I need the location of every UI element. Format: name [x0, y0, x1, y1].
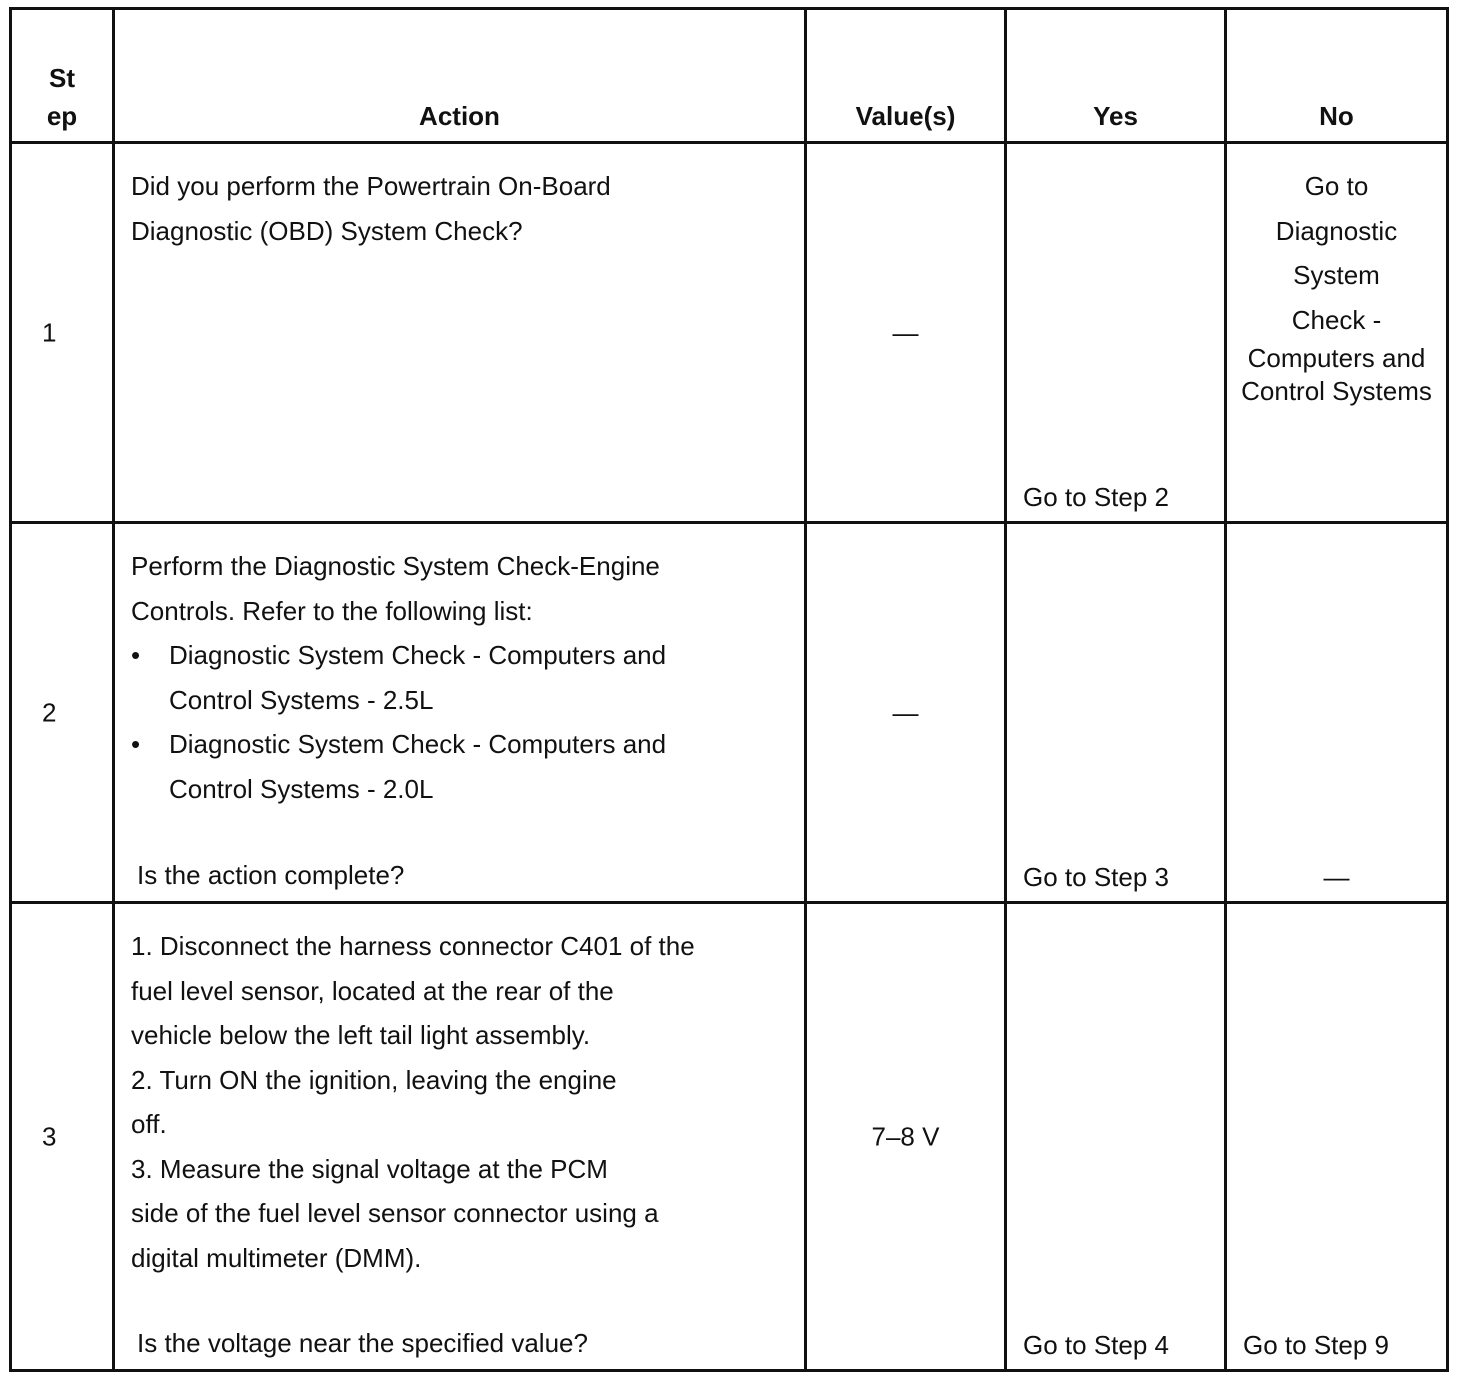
no-line[interactable]: Go to	[1304, 171, 1369, 201]
no-cell	[1226, 523, 1448, 903]
action-line: off.	[131, 1109, 167, 1139]
action-line: side of the fuel level sensor connector using a	[131, 1198, 659, 1228]
header-row	[11, 9, 1448, 143]
action-cell	[114, 143, 806, 523]
bullet-line[interactable]: Diagnostic System Check - Computers and	[169, 640, 667, 670]
no-line[interactable]: System	[1293, 260, 1380, 290]
no-line[interactable]: Computers and	[1247, 343, 1426, 373]
no-line[interactable]: Diagnostic	[1275, 215, 1398, 246]
header-step-line-1: St	[49, 63, 75, 93]
action-cell	[114, 523, 806, 903]
action-line: 2. Turn ON the ignition, leaving the engine	[131, 1064, 617, 1095]
bullet-line[interactable]: Control Systems - 2.5L	[169, 684, 434, 715]
no-cell	[1226, 903, 1448, 1371]
header-action: Action	[114, 9, 806, 143]
value-text: —	[892, 697, 919, 727]
action-line: 3. Measure the signal voltage at the PCM	[131, 1153, 608, 1184]
step-cell	[11, 523, 114, 903]
bullet-marker: •	[131, 640, 141, 670]
question-text: Is the action complete?	[137, 860, 405, 890]
action-line: Controls. Refer to the following list:	[131, 595, 533, 626]
action-line: digital multimeter (DMM).	[131, 1242, 422, 1273]
step-number: 1	[42, 317, 57, 347]
question-text: Is the voltage near the specified value?	[137, 1328, 588, 1358]
no-line[interactable]: Check -	[1291, 304, 1382, 335]
action-line: Did you perform the Powertrain On-Board	[131, 171, 611, 201]
action-line: vehicle below the left tail light assembly.	[131, 1020, 591, 1050]
table-row	[11, 143, 1448, 523]
yes-cell	[1006, 143, 1226, 523]
action-line: fuel level sensor, located at the rear of the	[131, 975, 614, 1006]
no-text: —	[1323, 862, 1350, 892]
no-cell	[1226, 143, 1448, 523]
table-row	[11, 903, 1448, 1371]
no-link[interactable]: Go to Step 9	[1243, 1330, 1389, 1360]
value-text: —	[892, 317, 919, 347]
yes-link[interactable]: Go to Step 3	[1023, 862, 1169, 892]
header-no: No	[1226, 9, 1448, 143]
action-line: Perform the Diagnostic System Check-Engine	[131, 551, 660, 581]
yes-link[interactable]: Go to Step 2	[1023, 482, 1169, 512]
header-values: Value(s)	[806, 9, 1006, 143]
header-step-line-2: ep	[46, 101, 78, 131]
action-line: 1. Disconnect the harness connector C401 of the	[131, 931, 695, 961]
value-cell	[806, 143, 1006, 523]
value-cell	[806, 523, 1006, 903]
yes-cell	[1006, 903, 1226, 1371]
step-cell	[11, 903, 114, 1371]
no-line[interactable]: Control Systems	[1241, 376, 1432, 406]
bullet-line[interactable]: Diagnostic System Check - Computers and	[169, 729, 667, 759]
yes-cell	[1006, 523, 1226, 903]
step-number: 2	[42, 697, 57, 727]
list-item	[131, 722, 784, 811]
step-number: 3	[42, 1121, 57, 1151]
action-line: Diagnostic (OBD) System Check?	[131, 215, 523, 246]
header-yes: Yes	[1006, 9, 1226, 143]
value-text: 7–8 V	[871, 1121, 940, 1151]
header-step	[11, 9, 114, 143]
diagnostic-table	[9, 7, 1449, 1372]
bullet-line[interactable]: Control Systems - 2.0L	[169, 773, 434, 804]
bullet-marker: •	[131, 729, 141, 759]
table-row	[11, 523, 1448, 903]
yes-link[interactable]: Go to Step 4	[1023, 1330, 1169, 1360]
list-item	[131, 633, 784, 722]
action-cell	[114, 903, 806, 1371]
value-cell	[806, 903, 1006, 1371]
step-cell	[11, 143, 114, 523]
